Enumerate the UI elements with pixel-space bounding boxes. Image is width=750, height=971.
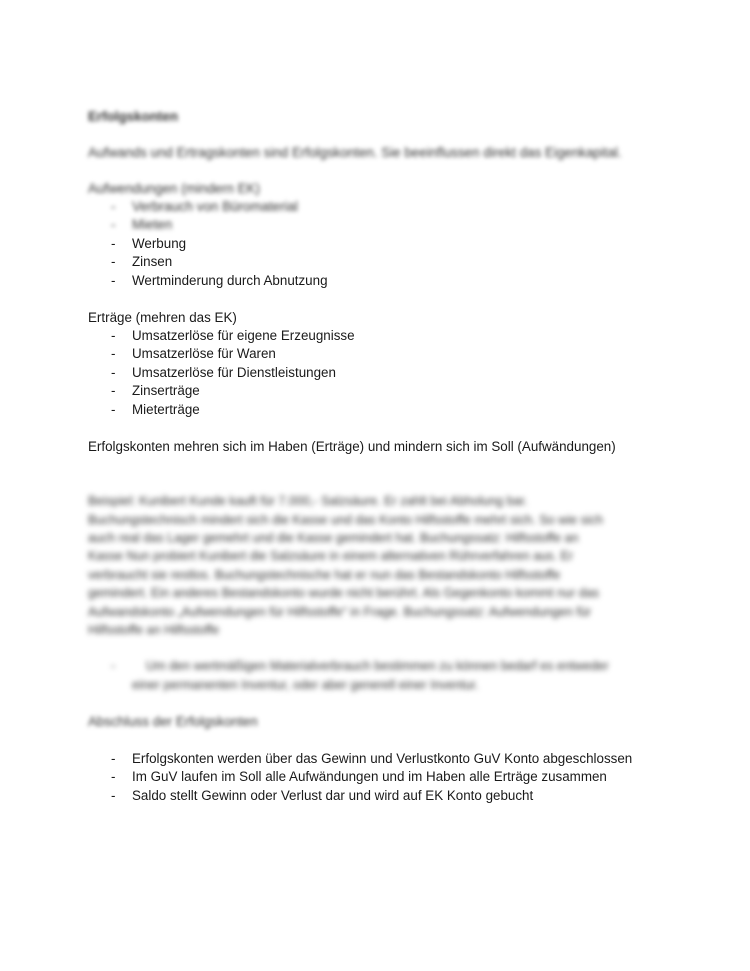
bullet-dash: - [111,199,116,214]
bullet-dash: - [111,365,116,380]
example-line-4: Kasse Nun probiert Kunibert die Salzsäure in einem alternativen Rührverfahren aus. Er [88,549,574,563]
example-line-3: auch real das Lager gemehrt und die Kasse gemindert hat. Buchungssatz: Hilfsstoffe an [88,531,579,545]
bullet-dash: - [111,217,116,232]
bullet-dash: - [111,751,116,766]
example-line-2: Buchungstechnisch mindert sich die Kasse und das Konto Hilfsstoffe mehrt sich. So wie sich [88,513,603,527]
aufwendungen-title: Aufwendungen (mindern EK) [88,181,260,196]
ertrag-item-5: Mieterträge [132,402,200,417]
note-line-2: einer permanenten Inventur, oder aber generell einer Inventur. [132,678,479,692]
abschluss-item-1: Erfolgskonten werden über das Gewinn und Verlustkonto GuV Konto abgeschlossen [132,751,633,766]
bullet-dash: - [111,659,116,673]
example-line-8: Hilfsstoffe an Hilfsstoffe [88,623,220,637]
example-line-6: gemindert. Ein anderes Bestandskonto wurde nicht berührt. Als Gegenkonto kommt nur das [88,586,600,600]
note-line-1: Um den wertmäßigen Materialverbrauch bestimmen zu können bedarf es entweder [146,659,609,673]
bullet-dash: - [111,273,116,288]
bullet-dash: - [111,236,116,251]
bullet-dash: - [111,383,116,398]
bullet-dash: - [111,346,116,361]
ertrag-item-3: Umsatzerlöse für Dienstleistungen [132,365,336,380]
bullet-dash: - [111,328,116,343]
abschluss-item-3: Saldo stellt Gewinn oder Verlust dar und wird auf EK Konto gebucht [132,788,534,803]
ertraege-title: Erträge (mehren das EK) [88,310,237,325]
document-heading: Erfolgskonten [88,109,179,124]
intro-paragraph: Aufwands und Ertragskonten sind Erfolgskonten. Sie beeinflussen direkt das Eigenkapital. [88,145,622,160]
abschluss-item-2: Im GuV laufen im Soll alle Aufwändungen und im Haben alle Erträge zusammen [132,769,607,784]
ertrag-item-4: Zinserträge [132,383,200,398]
ertrag-item-2: Umsatzerlöse für Waren [132,346,276,361]
rule-paragraph: Erfolgskonten mehren sich im Haben (Erträge) und mindern sich im Soll (Aufwändungen) [88,439,616,454]
example-line-7: Aufwandskonto „Aufwendungen für Hilfsstoffe“ in Frage. Buchungssatz: Aufwendungen für [88,605,592,619]
aufwand-item-5: Wertminderung durch Abnutzung [132,273,328,288]
bullet-dash: - [111,402,116,417]
aufwand-item-4: Zinsen [132,254,173,269]
ertrag-item-1: Umsatzerlöse für eigene Erzeugnisse [132,328,355,343]
bullet-dash: - [111,788,116,803]
example-line-1: Beispiel: Kunibert Kunde kauft für 7.000,- Salzsäure. Er zahlt bei Abholung bar. [88,494,528,508]
abschluss-title: Abschluss der Erfolgskonten [88,714,258,729]
bullet-dash: - [111,769,116,784]
example-line-5: verbraucht sie restlos. Buchungstechnische hat er nun das Bestandskonto Hilfsstoffe [88,568,561,582]
aufwand-item-2: Mieten [132,217,173,232]
aufwand-item-1: Verbrauch von Büromaterial [132,199,298,214]
bullet-dash: - [111,254,116,269]
aufwand-item-3: Werbung [132,236,187,251]
